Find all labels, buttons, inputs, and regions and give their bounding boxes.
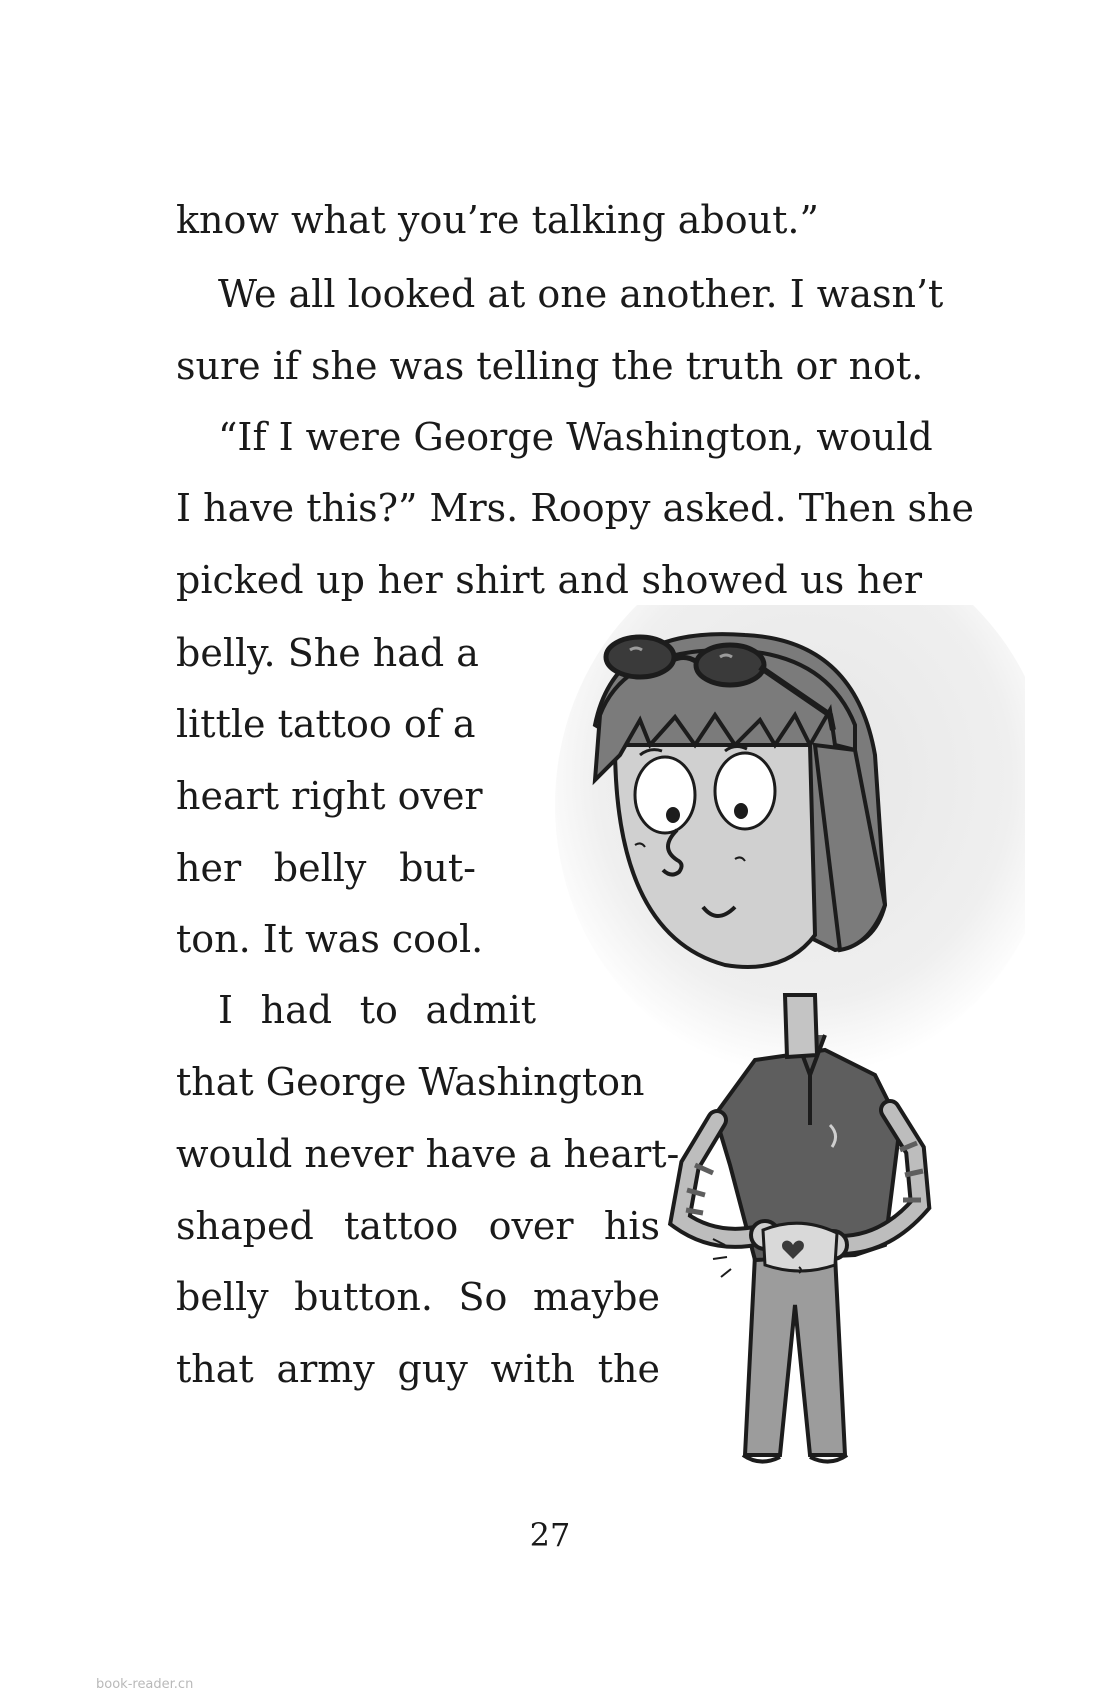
text-line: ton. It was cool. [176, 917, 484, 961]
text-line: “If I were George Washington, would [218, 415, 933, 459]
text-line: belly. She had a [176, 631, 479, 675]
text-line: I had to admit [218, 988, 536, 1032]
page-number: 27 [529, 1516, 571, 1554]
text-line: that army guy with the [176, 1347, 660, 1391]
text-line: picked up her shirt and showed us her [176, 558, 922, 602]
text-line: little tattoo of a [176, 702, 476, 746]
text-line: I have this?” Mrs. Roopy asked. Then she [176, 486, 974, 530]
pants [743, 1255, 847, 1462]
text-line: sure if she was telling the truth or not. [176, 344, 924, 388]
text-line: her belly but- [176, 846, 476, 890]
text-line: that George Washington [176, 1060, 645, 1104]
text-line: heart right over [176, 774, 483, 818]
text-line: shaped tattoo over his [176, 1204, 660, 1248]
left-eye [635, 757, 695, 833]
text-line: belly button. So maybe [176, 1275, 660, 1319]
right-eye [715, 753, 775, 829]
character-illustration [555, 605, 1025, 1485]
text-line: would never have a heart- [176, 1132, 680, 1176]
text-line: We all looked at one another. I wasn’t [218, 272, 944, 316]
watermark: book-reader.cn [96, 1677, 194, 1692]
text-line: know what you’re talking about.” [176, 198, 819, 242]
